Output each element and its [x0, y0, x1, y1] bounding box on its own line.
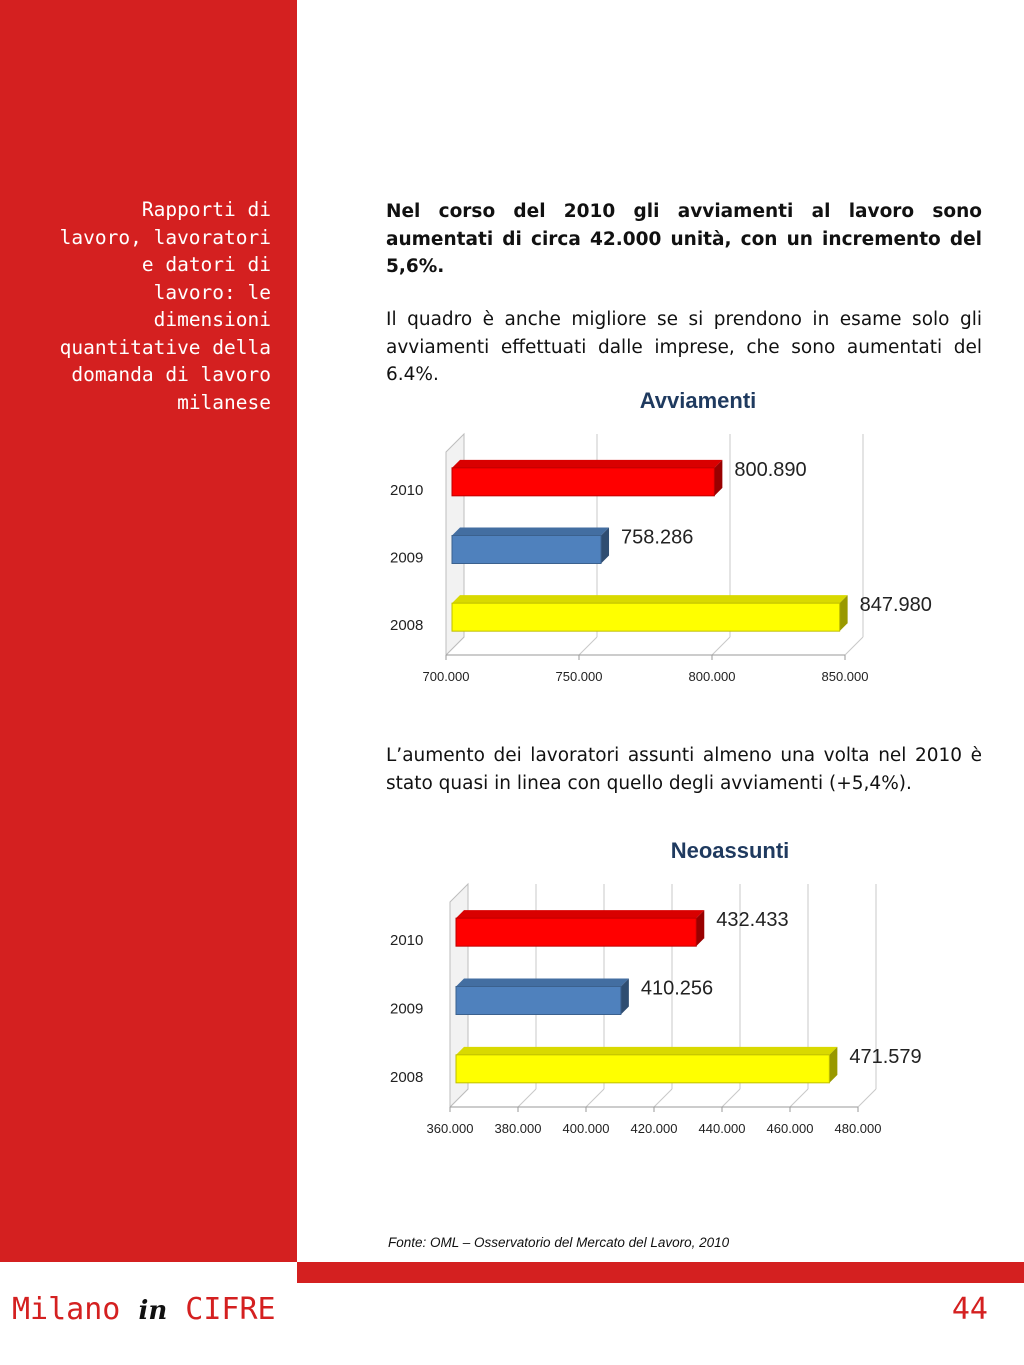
- data-label: 847.980: [859, 594, 932, 617]
- section-title-line: lavoro: le: [153, 280, 271, 304]
- category-label: 2008: [390, 1068, 424, 1086]
- section-title: [9, 196, 271, 416]
- chart-neoassunti: [380, 830, 980, 1145]
- sidebar-panel: [0, 0, 297, 1262]
- section-title-line: Rapporti di: [141, 198, 271, 221]
- section-title-line: milanese: [177, 390, 271, 414]
- chart-title: Neoassunti: [670, 838, 790, 863]
- bar-top: [452, 595, 848, 603]
- x-tick-label: 400.000: [562, 1121, 610, 1136]
- x-tick-label: 360.000: [426, 1121, 474, 1136]
- floor-gridline: [579, 637, 597, 655]
- floor-gridline: [712, 637, 730, 655]
- data-label: 800.890: [734, 458, 807, 481]
- data-label: 410.256: [640, 977, 714, 1000]
- footer-bar: [297, 1262, 1024, 1283]
- x-tick-label: 700.000: [422, 669, 470, 684]
- bar-2008: [452, 603, 840, 631]
- footer-brand: [12, 1290, 276, 1331]
- bar-top: [452, 460, 722, 468]
- data-label: 432.433: [716, 909, 789, 932]
- floor-gridline: [858, 1089, 876, 1107]
- page-number: 44: [951, 1292, 988, 1327]
- floor-gridline: [845, 637, 863, 655]
- bar-2010: [456, 918, 696, 946]
- floor-gridline: [518, 1089, 536, 1107]
- category-label: 2010: [390, 932, 424, 950]
- bar-2008: [456, 1055, 829, 1083]
- category-label: 2009: [390, 549, 424, 567]
- chart-title: Avviamenti: [639, 388, 757, 413]
- x-tick-label: 850.000: [821, 669, 869, 684]
- bar-2009: [452, 536, 601, 564]
- section-title-line: dimensioni: [153, 308, 271, 331]
- data-label: 758.286: [621, 526, 694, 549]
- intro-paragraph: Nel corso del 2010 gli avviamenti al lavoro sono aumentati di circa 42.000 unità, con un incremento del 5,6%.: [386, 201, 982, 278]
- section-title-line: e datori di: [141, 253, 271, 276]
- bar-2009: [456, 987, 621, 1015]
- floor-gridline: [654, 1089, 672, 1107]
- floor-gridline: [722, 1089, 740, 1107]
- brand-milano: Milano: [12, 1292, 121, 1327]
- bar-2010: [452, 468, 714, 496]
- brand-in: in: [138, 1296, 168, 1326]
- x-tick-label: 480.000: [834, 1121, 882, 1136]
- bar-top: [452, 528, 609, 536]
- section-title-line: domanda di lavoro: [71, 363, 271, 386]
- floor-gridline: [586, 1089, 604, 1107]
- x-tick-label: 800.000: [688, 669, 736, 684]
- bar-top: [456, 1047, 837, 1055]
- hires-paragraph: L’aumento dei lavoratori assunti almeno una volta nel 2010 è stato quasi in linea con quello degli avviamenti (+5,4%).: [386, 745, 982, 794]
- x-tick-label: 380.000: [494, 1121, 542, 1136]
- chart-avviamenti: [380, 380, 980, 690]
- x-tick-label: 750.000: [555, 669, 603, 684]
- category-label: 2008: [390, 617, 424, 635]
- bar-top: [456, 979, 629, 987]
- section-title-line: quantitative della: [59, 335, 271, 359]
- section-title-line: lavoro, lavoratori: [59, 225, 271, 249]
- floor-gridline: [790, 1089, 808, 1107]
- brand-cifre: CIFRE: [185, 1292, 276, 1327]
- bar-top: [456, 910, 704, 918]
- category-label: 2010: [390, 481, 424, 499]
- x-tick-label: 440.000: [698, 1121, 746, 1136]
- x-tick-label: 420.000: [630, 1121, 678, 1136]
- data-label: 471.579: [849, 1045, 922, 1068]
- x-tick-label: 460.000: [766, 1121, 814, 1136]
- category-label: 2009: [390, 1000, 424, 1018]
- source-note: Fonte: OML – Osservatorio del Mercato del Lavoro, 2010: [388, 1235, 730, 1250]
- detail-paragraph: Il quadro è anche migliore se si prendono in esame solo gli avviamenti effettuati dalle imprese, che sono aumentati del 6.4%.: [386, 309, 982, 386]
